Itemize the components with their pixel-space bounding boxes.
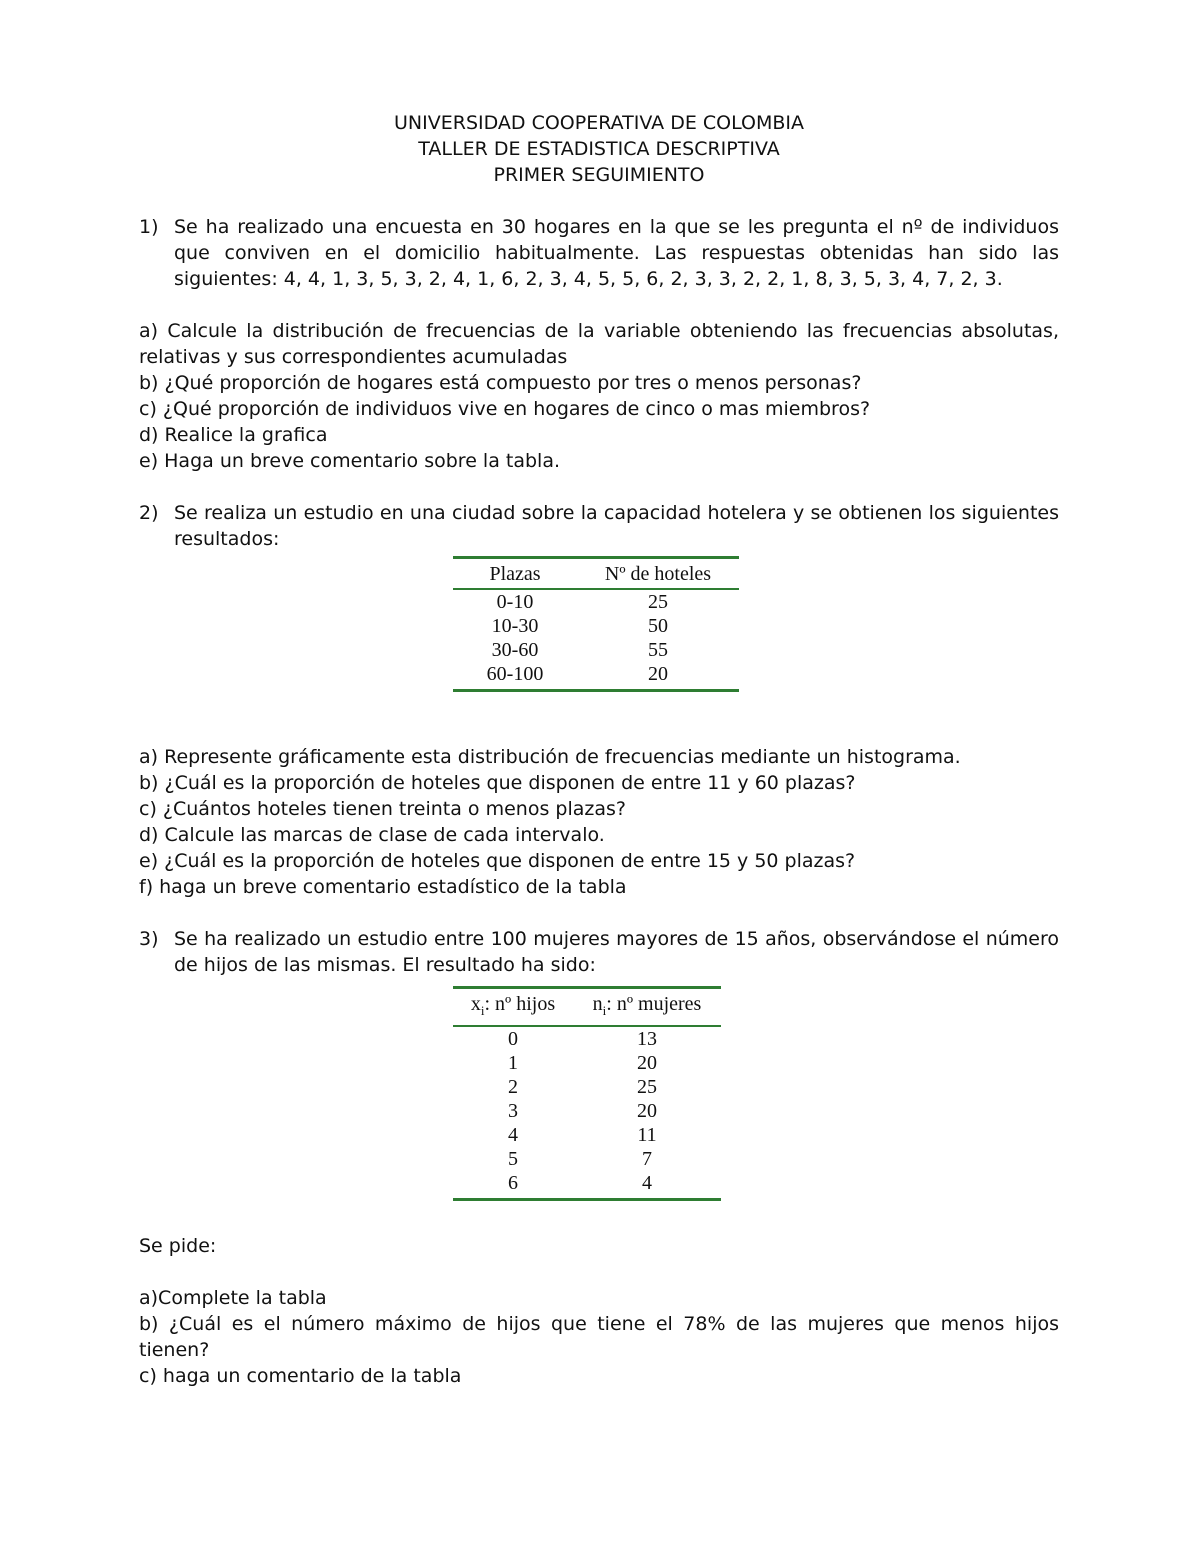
table-row: 3 20	[508, 1100, 657, 1122]
question-2-item-b: b) ¿Cuál es la proporción de hoteles que disponen de entre 11 y 60 plazas?	[139, 772, 856, 794]
question-1	[139, 214, 1059, 292]
table-row: 6 4	[453, 1171, 721, 1200]
question-3	[139, 926, 1059, 978]
question-2	[139, 500, 1059, 552]
question-2-item-a: a) Represente gráficamente esta distribución de frecuencias mediante un histograma.	[139, 746, 961, 768]
question-3-text: Se ha realizado un estudio entre 100 mujeres mayores de 15 años, observándose el número de hijos de las mismas. El resultado ha sido:	[174, 928, 1059, 976]
question-1-item-a: a) Calcule la distribución de frecuencias de la variable obteniendo las frecuencias absolutas, relativas y sus correspondientes acumuladas	[139, 320, 1059, 368]
table-row: 0 13	[508, 1028, 657, 1050]
question-2-item-c: c) ¿Cuántos hoteles tienen treinta o menos plazas?	[139, 798, 626, 820]
question-2-item-f: f) haga un breve comentario estadístico de la tabla	[139, 876, 627, 898]
question-1-item-d: d) Realice la grafica	[139, 424, 328, 446]
children-count-table	[453, 986, 721, 1201]
table-row: 4 11	[508, 1124, 657, 1146]
question-1-item-b: b) ¿Qué proporción de hogares está compuesto por tres o menos personas?	[139, 372, 862, 394]
question-3-item-a: a)Complete la tabla	[139, 1287, 327, 1309]
question-1-number: 1)	[139, 216, 159, 238]
se-pide-label: Se pide:	[139, 1235, 217, 1257]
evaluation-title: PRIMER SEGUIMIENTO	[493, 164, 705, 186]
table-row: 60-100 20	[453, 662, 739, 691]
table-row: 30-60 55	[491, 639, 668, 661]
question-2-number: 2)	[139, 502, 159, 524]
university-title: UNIVERSIDAD COOPERATIVA DE COLOMBIA	[394, 112, 804, 134]
table-row: 2 25	[508, 1076, 657, 1098]
table-header: Plazas	[453, 558, 577, 590]
hotel-capacity-table	[453, 556, 739, 692]
question-2-text: Se realiza un estudio en una ciudad sobre la capacidad hotelera y se obtienen los siguientes resultados:	[174, 502, 1059, 550]
question-1-text: Se ha realizado una encuesta en 30 hogares en la que se les pregunta el nº de individuos que conviven en el domicilio habitualmente. Las respuestas obtenidas han sido las siguientes: 4, 4, 1, 3, 5, 3, 2, 4, 1, 6, 2, 3, 4, 5, 5, 6, 2, 3, 3, 2, 2, 1, 8, 3, 5, 3, 4, 7, 2, 3.	[174, 216, 1059, 290]
question-3-number: 3)	[139, 928, 159, 950]
document-header	[139, 110, 1059, 188]
table-header: $x_i$: nº hijos	[453, 988, 573, 1027]
question-1-item-e: e) Haga un breve comentario sobre la tabla.	[139, 450, 560, 472]
workshop-title: TALLER DE ESTADISTICA DESCRIPTIVA	[418, 138, 780, 160]
table-row: 5 7	[508, 1148, 652, 1170]
question-2-item-d: d) Calcule las marcas de clase de cada intervalo.	[139, 824, 605, 846]
table-row: 0-10 25	[496, 591, 668, 613]
table-header: $n_i$: nº mujeres	[573, 988, 721, 1027]
table-row: 10-30 50	[491, 615, 668, 637]
question-3-item-b: b) ¿Cuál es el número máximo de hijos que tiene el 78% de las mujeres que menos hijos tienen?	[139, 1313, 1059, 1361]
table-header: Nº de hoteles	[577, 558, 739, 590]
question-2-item-e: e) ¿Cuál es la proporción de hoteles que disponen de entre 15 y 50 plazas?	[139, 850, 856, 872]
question-1-item-c: c) ¿Qué proporción de individuos vive en hogares de cinco o mas miembros?	[139, 398, 871, 420]
document-page	[139, 110, 1059, 1389]
question-3-item-c: c) haga un comentario de la tabla	[139, 1365, 462, 1387]
table-row: 1 20	[508, 1052, 657, 1074]
